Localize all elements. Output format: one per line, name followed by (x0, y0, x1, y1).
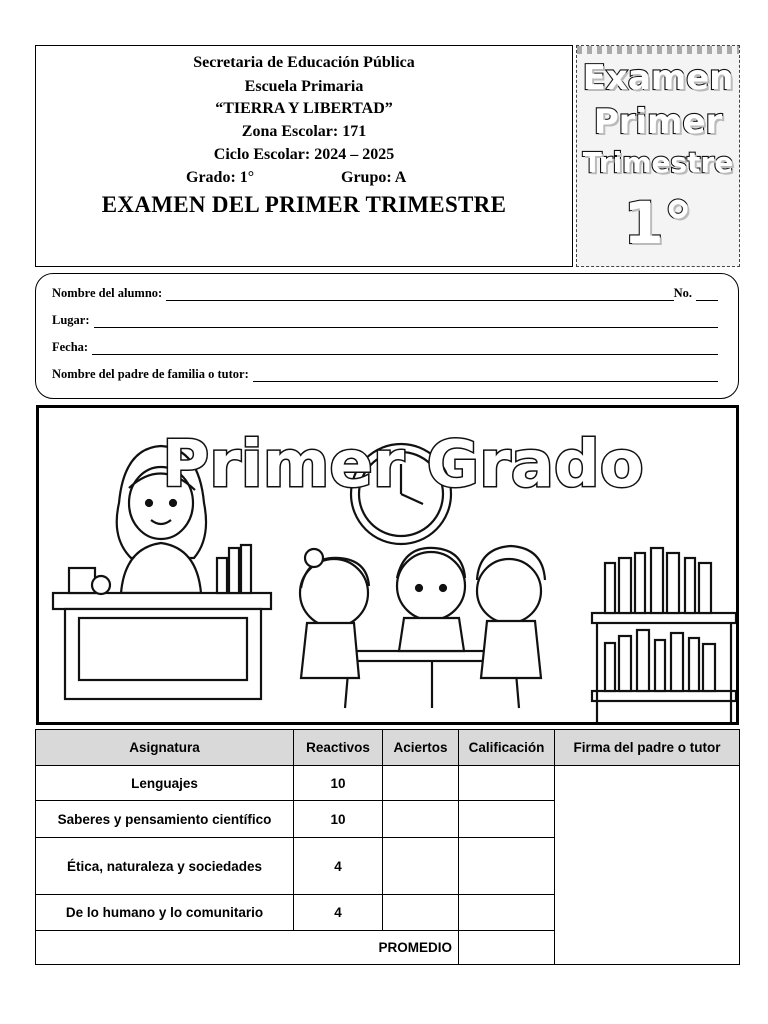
classroom-illustration (36, 405, 739, 725)
aciertos-cell[interactable] (383, 801, 459, 838)
badge-border-decoration (577, 46, 739, 54)
lugar-field[interactable] (94, 317, 719, 328)
fecha-row (52, 340, 718, 355)
grado-label: Grado: 1° (186, 169, 255, 186)
nombre-field[interactable] (166, 290, 673, 301)
score-table-header (36, 730, 740, 766)
reactivos-cell: 10 (294, 766, 383, 801)
header-asignatura: Asignatura (36, 730, 294, 766)
promedio-label: PROMEDIO (36, 931, 459, 965)
header-calificacion: Calificación (459, 730, 555, 766)
secretaria-line: Secretaria de Educación Pública (193, 54, 415, 71)
primer-grado-banner: Primer Grado (162, 428, 644, 502)
classroom-scene (39, 408, 736, 722)
asignatura-cell: Lenguajes (36, 766, 294, 801)
asignatura-cell: Ética, naturaleza y sociedades (36, 838, 294, 895)
score-table (35, 729, 740, 965)
calificacion-cell[interactable] (459, 895, 555, 931)
table-row (36, 766, 740, 801)
nombre-row (52, 286, 718, 301)
header-reactivos: Reactivos (294, 730, 383, 766)
reactivos-cell: 4 (294, 895, 383, 931)
child-right (477, 546, 545, 678)
lugar-row (52, 313, 718, 328)
lugar-label: Lugar: (52, 313, 90, 327)
badge-word-trimestre: Trimestre (582, 146, 734, 179)
reactivos-cell: 4 (294, 838, 383, 895)
bookshelf (592, 548, 736, 722)
exam-title: EXAMEN DEL PRIMER TRIMESTRE (101, 192, 507, 217)
badge-grade: 1° (623, 189, 693, 257)
tutor-row (52, 367, 718, 382)
school-header (35, 45, 573, 267)
fecha-label: Fecha: (52, 340, 89, 354)
tutor-label: Nombre del padre de familia o tutor: (52, 367, 249, 381)
aciertos-cell[interactable] (383, 766, 459, 801)
tutor-field[interactable] (253, 371, 718, 382)
calificacion-cell[interactable] (459, 766, 555, 801)
badge-word-primer: Primer (593, 102, 723, 142)
reactivos-cell: 10 (294, 801, 383, 838)
grupo-label: Grupo: A (341, 169, 407, 186)
aciertos-cell[interactable] (383, 895, 459, 931)
escuela-line: Escuela Primaria (244, 78, 364, 95)
promedio-cell[interactable] (459, 931, 555, 965)
header-aciertos: Aciertos (383, 730, 459, 766)
child-middle (397, 548, 465, 651)
aciertos-cell[interactable] (383, 838, 459, 895)
fecha-field[interactable] (92, 344, 718, 355)
exam-badge (576, 45, 740, 267)
header-firma: Firma del padre o tutor (555, 730, 740, 766)
no-field[interactable] (696, 290, 718, 301)
asignatura-cell: De lo humano y lo comunitario (36, 895, 294, 931)
zona-line: Zona Escolar: 171 (241, 123, 367, 140)
badge-word-examen: Examen (582, 58, 734, 98)
ciclo-line: Ciclo Escolar: 2024 – 2025 (213, 146, 395, 163)
nombre-label: Nombre del alumno: (52, 286, 163, 300)
calificacion-cell[interactable] (459, 801, 555, 838)
no-label: No. (673, 286, 692, 300)
student-info-box (35, 273, 739, 399)
desk-books (217, 545, 251, 593)
calificacion-cell[interactable] (459, 838, 555, 895)
firma-cell[interactable] (555, 766, 740, 965)
school-name-line: “TIERRA Y LIBERTAD” (215, 100, 393, 117)
asignatura-cell: Saberes y pensamiento científico (36, 801, 294, 838)
